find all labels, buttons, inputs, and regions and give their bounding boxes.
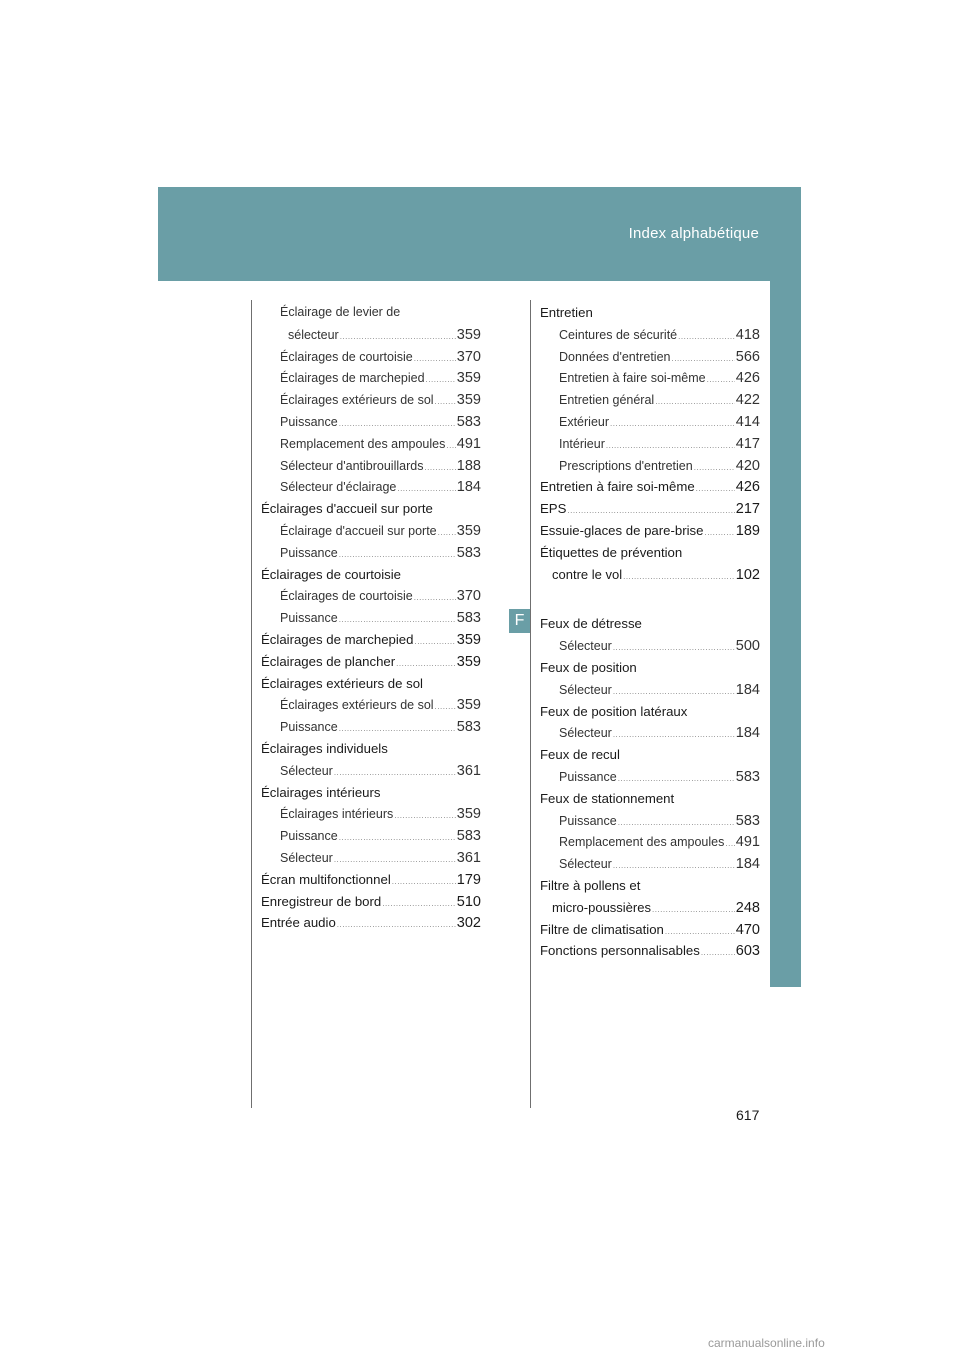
entry-label: Sélecteur [559, 857, 612, 872]
section-letter-tab: F [509, 609, 530, 633]
leader-dots [725, 839, 734, 848]
entry-label: Sélecteur d'éclairage [280, 480, 397, 495]
index-entry [540, 501, 760, 523]
leader-dots [613, 687, 735, 696]
index-entry [540, 856, 760, 878]
index-entry [540, 943, 760, 965]
entry-label: Entretien à faire soi-même [540, 479, 695, 495]
entry-label: Éclairages intérieurs [280, 807, 394, 822]
leader-dots [382, 899, 456, 908]
entry-label: Puissance [280, 545, 338, 560]
entry-page-number[interactable]: 491 [735, 834, 760, 851]
index-entry [540, 725, 760, 747]
entry-label: Puissance [280, 611, 338, 626]
entry-label: Sélecteur [559, 726, 612, 741]
leader-dots [665, 927, 735, 936]
leader-dots [396, 659, 456, 668]
entry-label: Puissance [559, 813, 617, 828]
leader-dots [618, 774, 735, 783]
index-entry [540, 523, 760, 545]
leader-dots [424, 463, 455, 472]
index-entry [261, 697, 481, 719]
index-entry [540, 704, 760, 726]
index-entry [540, 900, 760, 922]
index-entry [261, 850, 481, 872]
leader-dots [339, 550, 456, 559]
entry-label: contre le vol [552, 566, 623, 582]
leader-dots [694, 463, 735, 472]
entry-label: Sélecteur [559, 639, 612, 654]
index-entry [540, 436, 760, 458]
entry-label: Feux de recul [540, 747, 620, 763]
header-band [158, 187, 801, 281]
entry-page-number[interactable]: 361 [456, 762, 481, 779]
index-entry [261, 588, 481, 610]
leader-dots [414, 593, 456, 602]
entry-label: EPS [540, 501, 567, 517]
entry-label: Puissance [280, 414, 338, 429]
leader-dots [696, 484, 735, 493]
index-entry [261, 654, 481, 676]
entry-page-number[interactable]: 184 [456, 479, 481, 496]
index-entry [540, 682, 760, 704]
leader-dots [567, 506, 734, 515]
entry-page-number[interactable]: 179 [456, 871, 481, 888]
leader-dots [340, 332, 456, 341]
leader-dots [652, 905, 735, 914]
index-entry [261, 741, 481, 763]
entry-page-number[interactable]: 102 [735, 566, 760, 583]
leader-dots [339, 833, 456, 842]
entry-label: Éclairages de marchepied [261, 631, 414, 647]
index-entry [540, 813, 760, 835]
entry-page-number[interactable]: 188 [456, 457, 481, 474]
index-entry [540, 327, 760, 349]
leader-dots [339, 615, 456, 624]
leader-dots [435, 702, 456, 711]
entry-page-number[interactable]: 583 [456, 719, 481, 736]
entry-label: Sélecteur d'antibrouillards [280, 458, 424, 473]
entry-page-number[interactable]: 359 [456, 326, 481, 343]
entry-label: Essuie-glaces de pare-brise [540, 522, 704, 538]
index-entry [261, 545, 481, 567]
entry-page-number[interactable]: 359 [456, 392, 481, 409]
entry-label: Éclairages intérieurs [261, 784, 381, 800]
entry-page-number[interactable]: 217 [735, 501, 760, 518]
index-entry [261, 676, 481, 698]
leader-dots [655, 397, 735, 406]
side-thumb-tab [770, 281, 801, 987]
leader-dots [426, 375, 456, 384]
leader-dots [334, 768, 456, 777]
index-entry [261, 370, 481, 392]
entry-page-number[interactable]: 583 [735, 768, 760, 785]
entry-page-number[interactable]: 417 [735, 435, 760, 452]
index-entry [261, 349, 481, 371]
entry-page-number[interactable]: 184 [735, 725, 760, 742]
entry-page-number[interactable]: 603 [735, 943, 760, 960]
entry-label: Éclairage de levier de [280, 305, 401, 319]
entry-label: Remplacement des ampoules [559, 835, 725, 850]
index-column-right [540, 305, 760, 965]
entry-page-number[interactable]: 426 [735, 479, 760, 496]
entry-page-number[interactable]: 359 [456, 806, 481, 823]
entry-label: Filtre à pollens et [540, 877, 641, 893]
entry-page-number[interactable]: 583 [456, 828, 481, 845]
entry-page-number[interactable]: 470 [735, 921, 760, 938]
entry-label: Prescriptions d'entretien [559, 458, 693, 473]
leader-dots [704, 528, 734, 537]
leader-dots [339, 419, 456, 428]
index-entry [540, 370, 760, 392]
entry-page-number[interactable]: 184 [735, 681, 760, 698]
leader-dots [339, 724, 456, 733]
entry-label: Éclairages extérieurs de sol [261, 675, 423, 691]
index-group-f [540, 616, 760, 965]
letter-group-gap [540, 588, 760, 616]
index-entry [261, 785, 481, 807]
leader-dots [438, 528, 456, 537]
index-entry [540, 458, 760, 480]
left-column-rule [251, 300, 252, 1108]
index-entry [540, 791, 760, 813]
index-entry [540, 747, 760, 769]
entry-page-number[interactable]: 370 [456, 588, 481, 605]
page-number: 617 [736, 1107, 760, 1123]
leader-dots [397, 484, 455, 493]
entry-page-number[interactable]: 414 [735, 413, 760, 430]
leader-dots [701, 948, 735, 957]
entry-page-number[interactable]: 426 [735, 370, 760, 387]
entry-label: Éclairages de plancher [261, 653, 396, 669]
index-entry [261, 828, 481, 850]
index-entry [261, 414, 481, 436]
index-column-left [261, 305, 481, 937]
leader-dots [392, 877, 456, 886]
entry-page-number[interactable]: 583 [456, 413, 481, 430]
entry-page-number[interactable]: 510 [456, 893, 481, 910]
index-entry [540, 769, 760, 791]
index-entry [540, 660, 760, 682]
index-entry [261, 806, 481, 828]
index-entry [261, 719, 481, 741]
entry-label: Éclairages individuels [261, 740, 388, 756]
index-entry [540, 305, 760, 327]
entry-label: Éclairages de courtoisie [280, 349, 413, 364]
index-entry [261, 436, 481, 458]
index-entry [261, 763, 481, 785]
entry-label: Écran multifonctionnel [261, 871, 391, 887]
entry-label: Éclairages de courtoisie [261, 566, 402, 582]
entry-page-number[interactable]: 566 [735, 348, 760, 365]
entry-page-number[interactable]: 420 [735, 457, 760, 474]
entry-label: Feux de stationnement [540, 790, 675, 806]
index-entry [540, 834, 760, 856]
entry-label: Éclairages de marchepied [280, 371, 425, 386]
leader-dots [613, 730, 735, 739]
entry-label: Sélecteur [559, 682, 612, 697]
entry-label: Sélecteur [280, 850, 333, 865]
entry-page-number[interactable]: 422 [735, 392, 760, 409]
entry-label: Éclairages extérieurs de sol [280, 393, 434, 408]
entry-label: Éclairage d'accueil sur porte [280, 523, 437, 538]
entry-page-number[interactable]: 248 [735, 899, 760, 916]
entry-page-number[interactable]: 184 [735, 856, 760, 873]
entry-label: Puissance [280, 829, 338, 844]
entry-label: Intérieur [559, 436, 605, 451]
leader-dots [613, 643, 735, 652]
index-entry [261, 610, 481, 632]
leader-dots [414, 637, 455, 646]
entry-label: Ceintures de sécurité [559, 327, 678, 342]
index-entry [540, 922, 760, 944]
entry-page-number[interactable]: 359 [456, 653, 481, 670]
middle-column-rule [530, 300, 531, 1108]
leader-dots [337, 920, 456, 929]
index-entry [540, 479, 760, 501]
entry-label: Entretien [540, 305, 593, 320]
entry-label: sélecteur [288, 327, 339, 342]
leader-dots [435, 397, 456, 406]
leader-dots [606, 441, 735, 450]
entry-page-number[interactable]: 361 [456, 849, 481, 866]
entry-label: Entrée audio [261, 915, 336, 931]
index-entry [261, 567, 481, 589]
leader-dots [672, 354, 735, 363]
entry-label: Éclairages extérieurs de sol [280, 698, 434, 713]
index-entry [261, 501, 481, 523]
entry-label: micro-poussières [552, 899, 651, 915]
entry-label: Entretien général [559, 393, 655, 408]
entry-page-number[interactable]: 491 [456, 435, 481, 452]
entry-label: Données d'entretien [559, 349, 671, 364]
leader-dots [707, 375, 735, 384]
index-entry [261, 392, 481, 414]
entry-page-number[interactable]: 583 [456, 610, 481, 627]
index-entry [540, 392, 760, 414]
entry-label: Éclairages d'accueil sur porte [261, 501, 433, 517]
entry-page-number[interactable]: 583 [456, 544, 481, 561]
entry-page-number[interactable]: 418 [735, 326, 760, 343]
leader-dots [394, 811, 456, 820]
entry-label: Sélecteur [280, 763, 333, 778]
leader-dots [414, 354, 456, 363]
entry-page-number[interactable]: 359 [456, 370, 481, 387]
index-entry [261, 327, 481, 349]
index-entry [540, 414, 760, 436]
entry-label: Entretien à faire soi-même [559, 371, 706, 386]
leader-dots [678, 332, 735, 341]
entry-page-number[interactable]: 359 [456, 697, 481, 714]
index-entry [261, 458, 481, 480]
entry-label: Fonctions personnalisables [540, 943, 700, 959]
entry-page-number[interactable]: 583 [735, 812, 760, 829]
section-title: Index alphabétique [628, 225, 759, 242]
index-entry [540, 878, 760, 900]
leader-dots [610, 419, 735, 428]
entry-label: Feux de position [540, 659, 637, 675]
entry-label: Enregistreur de bord [261, 893, 382, 909]
entry-label: Extérieur [559, 414, 610, 429]
index-entry [261, 479, 481, 501]
entry-page-number[interactable]: 189 [735, 522, 760, 539]
index-entry [261, 305, 481, 327]
index-entry [540, 349, 760, 371]
index-entry [540, 545, 760, 567]
index-entry [540, 616, 760, 638]
leader-dots [623, 572, 735, 581]
leader-dots [613, 861, 735, 870]
entry-label: Filtre de climatisation [540, 921, 664, 937]
index-entry [261, 915, 481, 937]
entry-label: Feux de détresse [540, 616, 642, 632]
index-entry [261, 523, 481, 545]
leader-dots [618, 818, 735, 827]
index-entry [540, 638, 760, 660]
entry-label: Puissance [280, 720, 338, 735]
index-entry [261, 632, 481, 654]
index-group-e [540, 305, 760, 588]
entry-label: Puissance [559, 769, 617, 784]
entry-label: Remplacement des ampoules [280, 436, 446, 451]
index-entry [540, 567, 760, 589]
entry-label: Étiquettes de prévention [540, 544, 683, 560]
leader-dots [446, 441, 455, 450]
leader-dots [334, 855, 456, 864]
index-entry [261, 894, 481, 916]
entry-page-number[interactable]: 302 [456, 915, 481, 932]
entry-label: Éclairages de courtoisie [280, 589, 413, 604]
entry-page-number[interactable]: 500 [735, 638, 760, 655]
entry-label: Feux de position latéraux [540, 703, 688, 719]
entry-page-number[interactable]: 370 [456, 348, 481, 365]
entry-page-number[interactable]: 359 [456, 522, 481, 539]
entry-page-number[interactable]: 359 [456, 631, 481, 648]
index-entry [261, 872, 481, 894]
watermark: carmanualsonline.info [708, 1336, 825, 1350]
